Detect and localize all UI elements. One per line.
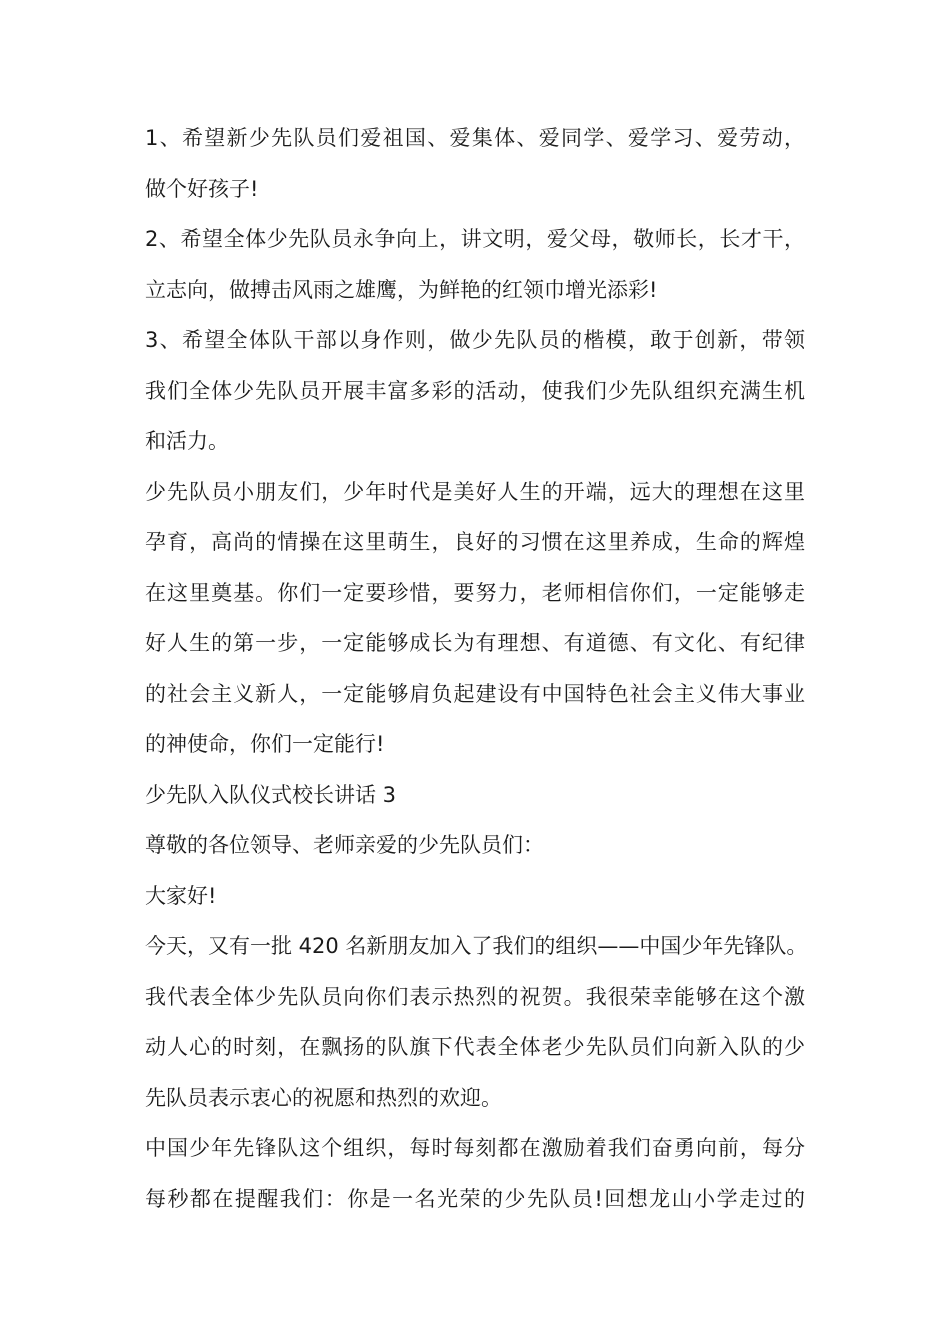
text-line: 今天，又有一批 420 名新朋友加入了我们的组织——中国少年先锋队。: [145, 934, 808, 958]
text-line: 和活力。: [145, 429, 229, 453]
greeting: 大家好!: [145, 883, 217, 908]
text-line: 少先队员小朋友们，少年时代是美好人生的开端，远大的理想在这里: [145, 479, 805, 504]
text-line: 2、希望全体少先队员永争向上，讲文明，爱父母，敬师长，长才干，: [145, 227, 805, 251]
text-line: 在这里奠基。你们一定要珍惜，要努力，老师相信你们，一定能够走: [145, 580, 805, 605]
text-line: 每秒都在提醒我们：你是一名光荣的少先队员!回想龙山小学走过的: [145, 1186, 805, 1211]
text-line: 先队员表示衷心的祝愿和热烈的欢迎。: [145, 1085, 502, 1110]
text-line: 立志向，做搏击风雨之雄鹰，为鲜艳的红领巾增光添彩!: [145, 277, 658, 302]
text-line: 动人心的时刻，在飘扬的队旗下代表全体老少先队员们向新入队的少: [145, 1035, 805, 1059]
text-line: 我们全体少先队员开展丰富多彩的活动，使我们少先队组织充满生机: [145, 378, 805, 403]
document-body: [145, 113, 815, 1224]
text-line: 3、希望全体队干部以身作则，做少先队员的楷模，敢于创新，带领: [145, 328, 805, 352]
text-line: 的社会主义新人，一定能够肩负起建设有中国特色社会主义伟大事业: [145, 681, 805, 706]
text-line: 孕育，高尚的情操在这里萌生，良好的习惯在这里养成，生命的辉煌: [145, 530, 805, 554]
text-line: 中国少年先锋队这个组织，每时每刻都在激励着我们奋勇向前，每分: [145, 1136, 805, 1160]
salutation: 尊敬的各位领导、老师亲爱的少先队员们：: [145, 833, 544, 857]
text-line: 好人生的第一步，一定能够成长为有理想、有道德、有文化、有纪律: [145, 631, 805, 655]
text-line: 的神使命，你们一定能行!: [145, 732, 385, 756]
text-line: 1、希望新少先队员们爱祖国、爱集体、爱同学、爱学习、爱劳动，: [145, 126, 805, 150]
text-line: 做个好孩子!: [145, 176, 259, 201]
text-line: 我代表全体少先队员向你们表示热烈的祝贺。我很荣幸能够在这个激: [145, 984, 805, 1009]
section-heading: 少先队入队仪式校长讲话 3: [145, 782, 397, 807]
